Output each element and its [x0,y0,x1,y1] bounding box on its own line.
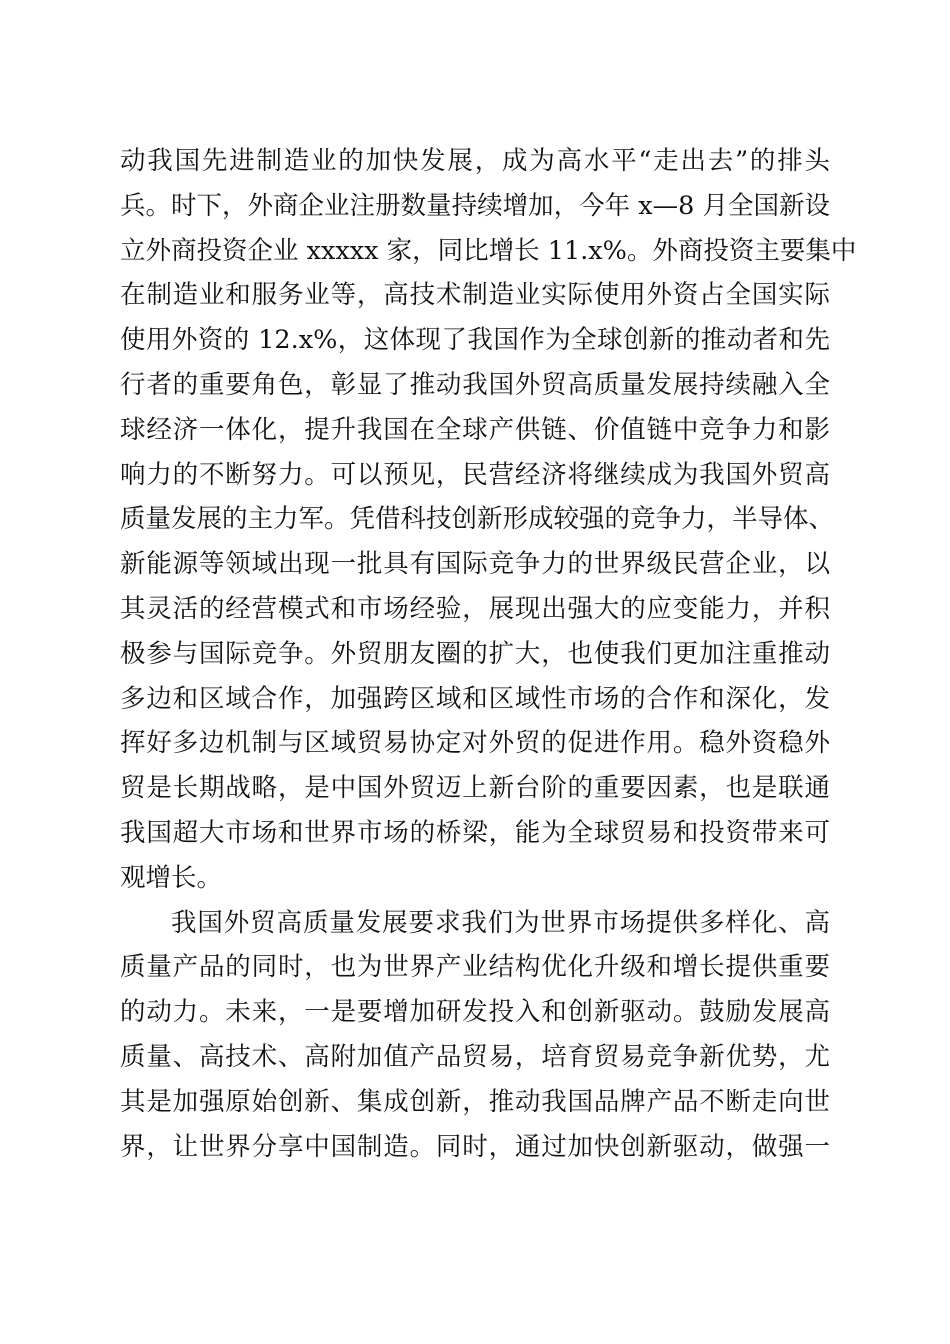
paragraph-1 [120,139,857,901]
text-line: 在制造业和服务业等，高技术制造业实际使用外资占全国实际 [120,280,830,311]
text-line: 界，让世界分享中国制造。同时，通过加快创新驱动，做强一 [120,1131,830,1162]
text-line: 动我国先进制造业的加快发展，成为高水平“走出去”的排头 [120,146,830,176]
text-line: 球经济一体化，提升我国在全球产供链、价值链中竞争力和影 [120,414,830,445]
text-line: 兵。时下，外商企业注册数量持续增加，今年 x—8 月全国新设 [120,190,830,221]
text-line: 挥好多边机制与区域贸易协定对外贸的促进作用。稳外资稳外 [120,728,830,759]
text-line: 极参与国际竞争。外贸朋友圈的扩大，也使我们更加注重推动 [120,638,830,669]
text-line-last: 观增长。 [120,862,223,893]
text-line: 我国超大市场和世界市场的桥梁，能为全球贸易和投资带来可 [120,817,830,848]
text-line: 质量、高技术、高附加值产品贸易，培育贸易竞争新优势，尤 [120,1041,830,1072]
text-line: 立外商投资企业 xxxxx 家，同比增长 11.x%。外商投资主要集中 [120,235,857,266]
text-line: 行者的重要角色，彰显了推动我国外贸高质量发展持续融入全 [120,369,830,400]
text-line: 新能源等领域出现一批具有国际竞争力的世界级民营企业，以 [120,549,830,580]
text-line: 质量发展的主力军。凭借科技创新形成较强的竞争力，半导体、 [120,504,835,535]
text-line: 贸是长期战略，是中国外贸迈上新台阶的重要因素，也是联通 [120,773,830,804]
text-line: 使用外资的 12.x%，这体现了我国作为全球创新的推动者和先 [120,325,830,356]
text-line: 响力的不断努力。可以预见，民营经济将继续成为我国外贸高 [120,459,830,490]
text-line-first-indented: 我国外贸高质量发展要求我们为世界市场提供多样化、高 [171,907,830,938]
paragraph-2 [120,901,830,1170]
body-text [120,139,857,1169]
text-line: 其是加强原始创新、集成创新，推动我国品牌产品不断走向世 [120,1086,830,1117]
text-line: 多边和区域合作，加强跨区域和区域性市场的合作和深化，发 [120,683,830,714]
text-line: 其灵活的经营模式和市场经验，展现出强大的应变能力，并积 [120,593,830,624]
text-line: 质量产品的同时，也为世界产业结构优化升级和增长提供重要 [120,952,830,983]
text-line: 的动力。未来，一是要增加研发投入和创新驱动。鼓励发展高 [120,997,830,1028]
